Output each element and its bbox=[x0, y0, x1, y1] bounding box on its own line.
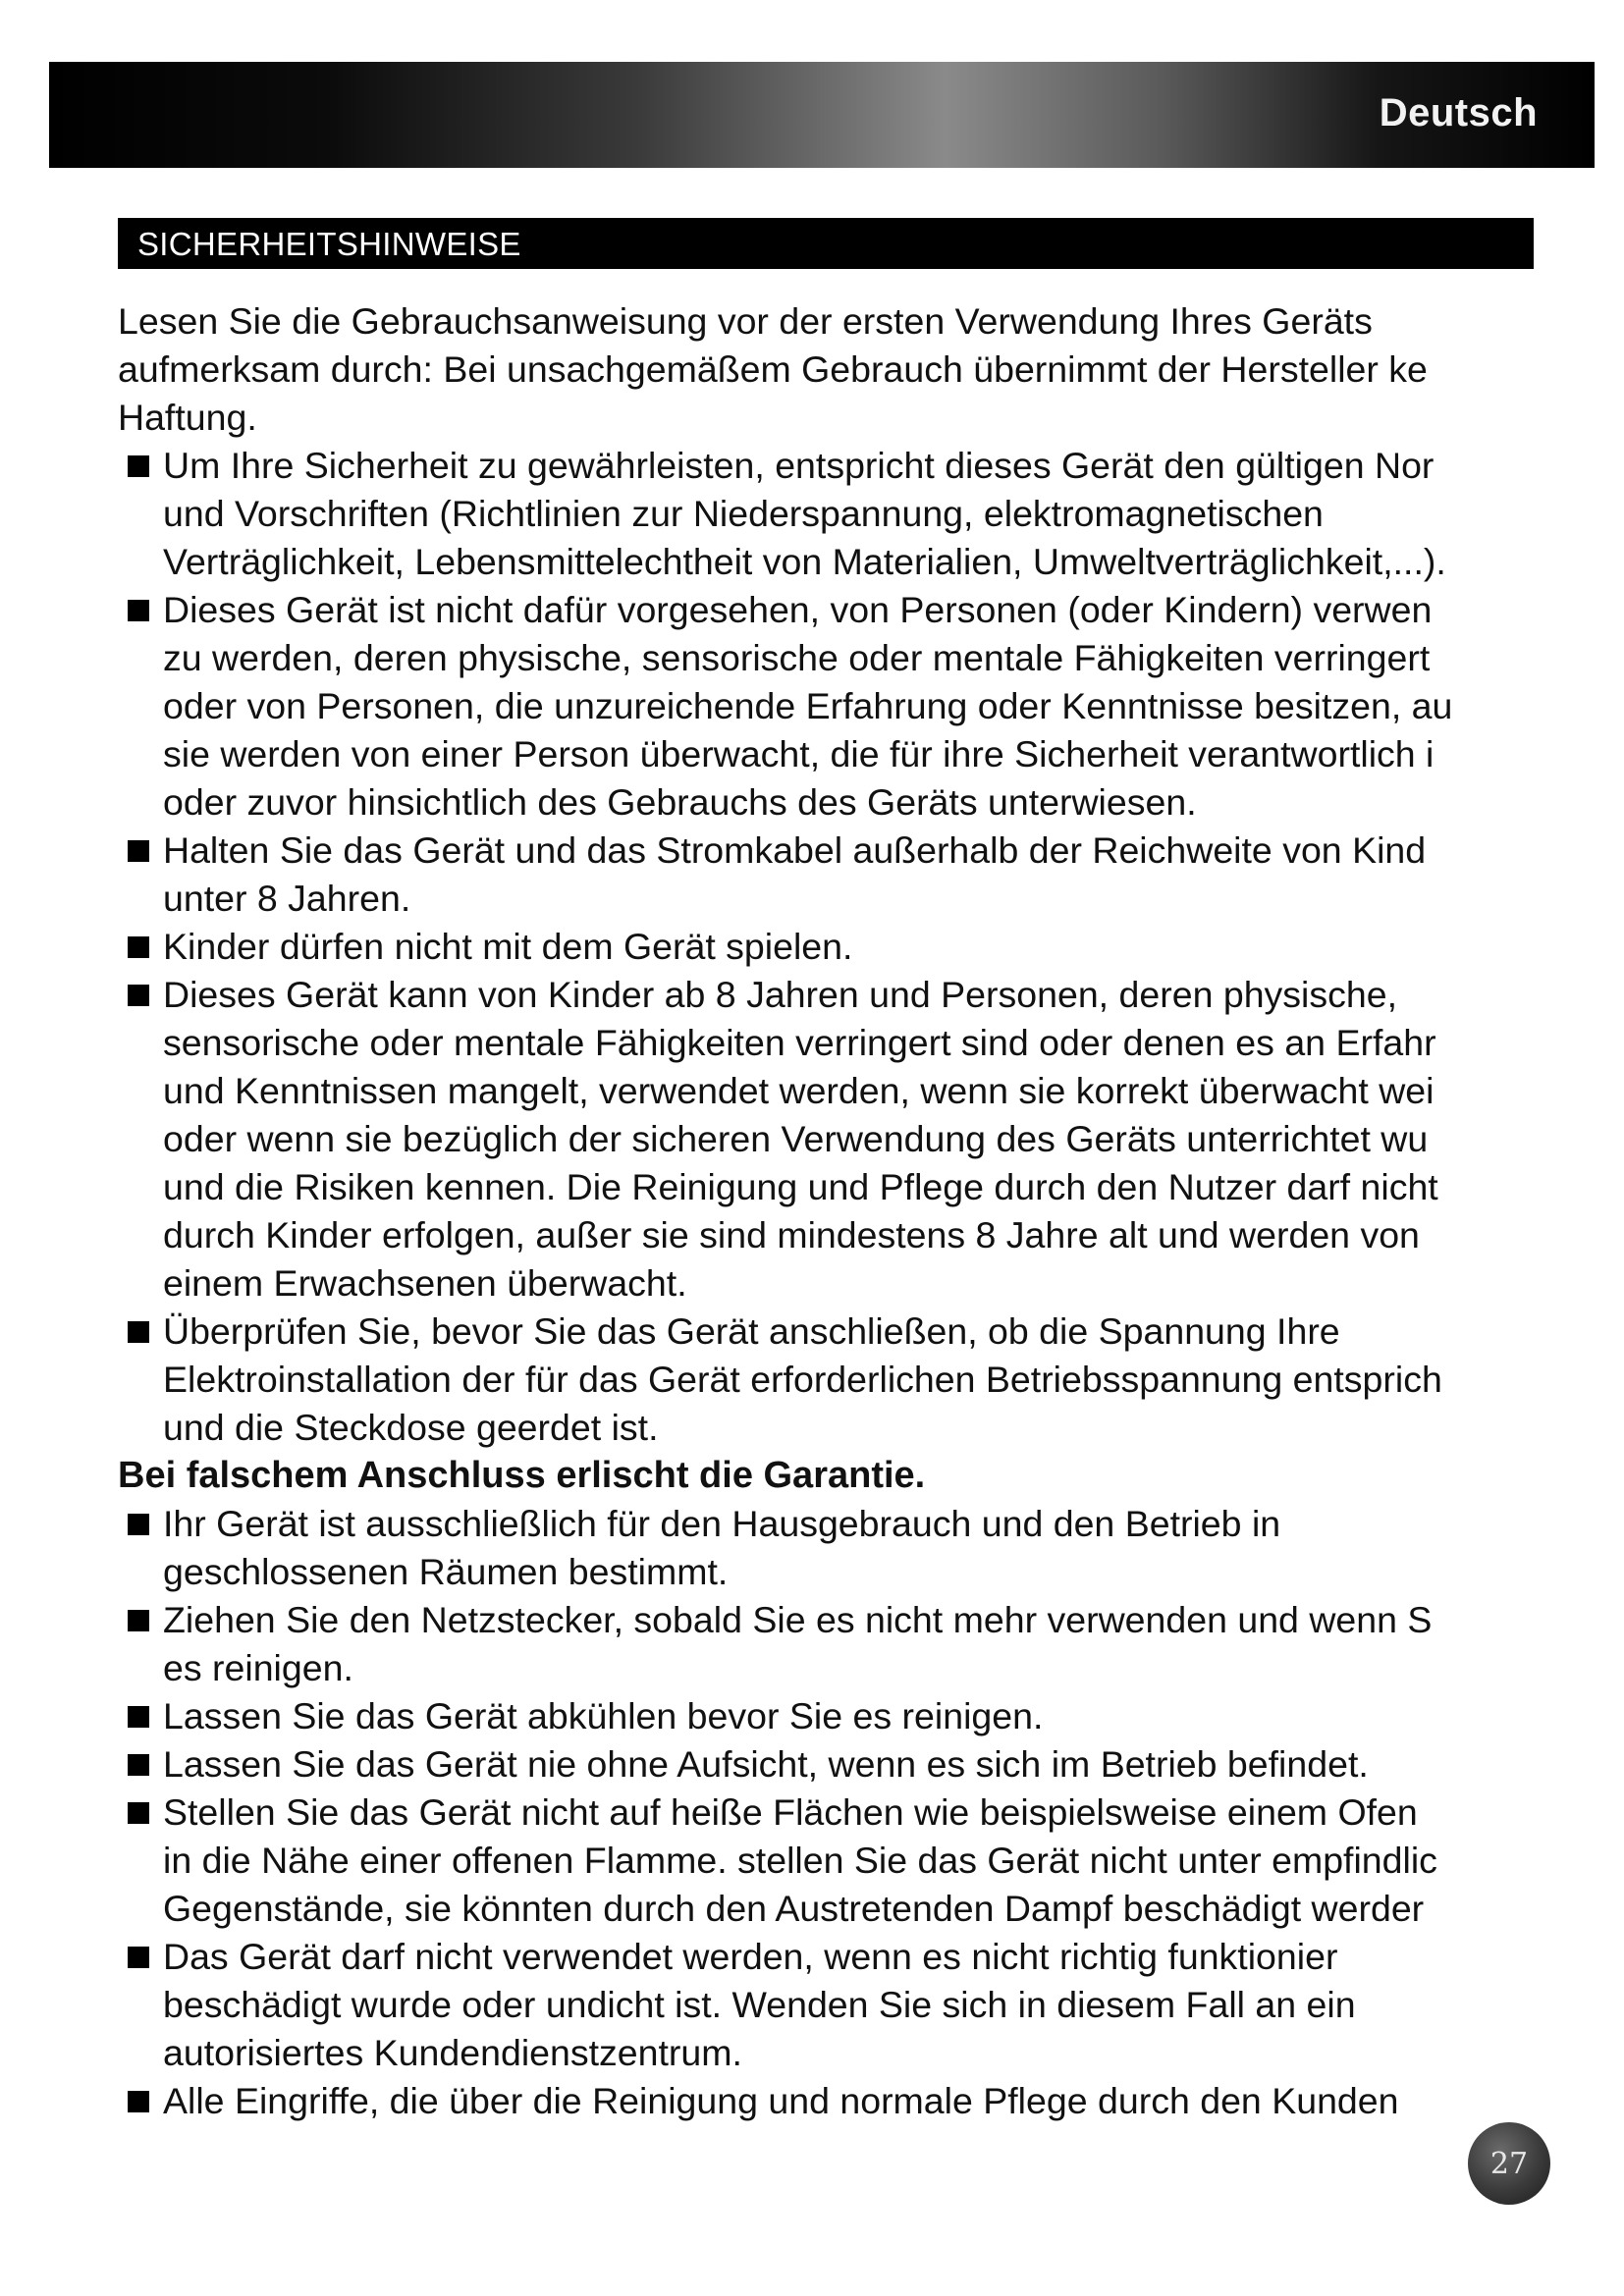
bullet-text: Dieses Gerät kann von Kinder ab 8 Jahren und Personen, deren physische, sensorische oder mentale Fähigkeiten verringert sind oder denen es an Erfahr und Kenntnissen mangelt, verwendet werden, wenn sie korrekt überwacht wei oder wenn sie bezüglich der sicheren Verwendung des Geräts unterrichtet wu und die Risiken kennen. Die Reinigung und Pflege durch den Nutzer darf nicht durch Kinder erfolgen, außer sie sind mindestens 8 Jahre alt und werden von einem Erwachsenen überwacht. bbox=[163, 974, 1438, 1304]
bullet-square-icon bbox=[128, 1706, 149, 1728]
bullet-square-icon bbox=[128, 1514, 149, 1535]
safety-bullet bbox=[118, 1500, 1596, 1596]
intro-line: aufmerksam durch: Bei unsachgemäßem Gebrauch übernimmt der Hersteller ke bbox=[118, 348, 1428, 390]
bullet-square-icon bbox=[128, 2091, 149, 2112]
language-header-bar bbox=[49, 62, 1595, 168]
safety-bullet bbox=[118, 586, 1596, 827]
page-number: 27 bbox=[1489, 2146, 1529, 2181]
safety-bullet bbox=[118, 1740, 1596, 1789]
bullet-text: Das Gerät darf nicht verwendet werden, wenn es nicht richtig funktionier beschädigt wurde oder undicht ist. Wenden Sie sich in diesem Fall an ein autorisiertes Kundendienstzentrum. bbox=[163, 1936, 1356, 2073]
bullet-square-icon bbox=[128, 936, 149, 958]
bullet-square-icon bbox=[128, 985, 149, 1006]
bullet-square-icon bbox=[128, 455, 149, 477]
safety-bullet bbox=[118, 923, 1596, 971]
bullet-text: Lassen Sie das Gerät nie ohne Aufsicht, wenn es sich im Betrieb befindet. bbox=[163, 1743, 1369, 1785]
language-label: Deutsch bbox=[1379, 91, 1538, 134]
bullet-square-icon bbox=[128, 1802, 149, 1824]
safety-bullet bbox=[118, 971, 1596, 1308]
bullet-square-icon bbox=[128, 1610, 149, 1631]
bullet-square-icon bbox=[128, 600, 149, 621]
bullet-text: Überprüfen Sie, bevor Sie das Gerät anschließen, ob die Spannung Ihre Elektroinstallation der für das Gerät erforderlichen Betriebsspannung entsprich und die Steckdose geerdet ist. bbox=[163, 1310, 1442, 1448]
section-title: SICHERHEITSHINWEISE bbox=[137, 226, 521, 262]
bullet-text: Stellen Sie das Gerät nicht auf heiße Flächen wie beispielsweise einem Ofen in die Nähe einer offenen Flamme. stellen Sie das Gerät nicht unter empfindlic Gegenstände, sie könnten durch den Austretenden Dampf beschädigt werder bbox=[163, 1791, 1437, 1929]
safety-instructions-body bbox=[118, 297, 1596, 2123]
bullet-text: Kinder dürfen nicht mit dem Gerät spielen. bbox=[163, 926, 853, 967]
page-number-badge bbox=[1468, 2122, 1550, 2205]
bullet-square-icon bbox=[128, 1321, 149, 1343]
bullet-square-icon bbox=[128, 1947, 149, 1968]
section-header bbox=[118, 218, 1534, 269]
bullet-text: Lassen Sie das Gerät abkühlen bevor Sie es reinigen. bbox=[163, 1695, 1044, 1736]
safety-bullet bbox=[118, 1308, 1596, 1452]
intro-line: Lesen Sie die Gebrauchsanweisung vor der ersten Verwendung Ihres Geräts bbox=[118, 300, 1373, 342]
safety-bullet bbox=[118, 827, 1596, 923]
safety-bullet bbox=[118, 2077, 1596, 2123]
intro-line: Haftung. bbox=[118, 397, 257, 438]
bullet-square-icon bbox=[128, 840, 149, 862]
bullet-text: Ziehen Sie den Netzstecker, sobald Sie es nicht mehr verwenden und wenn S es reinigen. bbox=[163, 1599, 1433, 1688]
bullet-text: Ihr Gerät ist ausschließlich für den Hausgebrauch und den Betrieb in geschlossenen Räumen bestimmt. bbox=[163, 1503, 1281, 1592]
safety-bullet bbox=[118, 442, 1596, 586]
bullet-text: Dieses Gerät ist nicht dafür vorgesehen, von Personen (oder Kindern) verwen zu werden, deren physische, sensorische oder mentale Fähigkeiten verringert oder von Personen, die unzureichende Erfahrung oder Kenntnisse besitzen, au sie werden von einer Person überwacht, die für ihre Sicherheit verantwortlich i oder zuvor hinsichtlich des Gebrauchs des Geräts unterwiesen. bbox=[163, 589, 1453, 823]
bullet-text: Alle Eingriffe, die über die Reinigung und normale Pflege durch den Kunden bbox=[163, 2080, 1399, 2121]
bullet-text: Halten Sie das Gerät und das Stromkabel außerhalb der Reichweite von Kind unter 8 Jahren. bbox=[163, 829, 1427, 919]
safety-bullet bbox=[118, 1596, 1596, 1692]
safety-bullet bbox=[118, 1933, 1596, 2077]
bullet-text: Um Ihre Sicherheit zu gewährleisten, entspricht dieses Gerät den gültigen Nor und Vorschriften (Richtlinien zur Niederspannung, elektromagnetischen Verträglichkeit, Lebensmittelechtheit von Materialien, Umweltverträglichkeit,...). bbox=[163, 445, 1446, 582]
safety-bullet bbox=[118, 1692, 1596, 1740]
bullet-square-icon bbox=[128, 1754, 149, 1776]
safety-bullet bbox=[118, 1789, 1596, 1933]
warranty-note: Bei falschem Anschluss erlischt die Garantie. bbox=[118, 1455, 926, 1496]
